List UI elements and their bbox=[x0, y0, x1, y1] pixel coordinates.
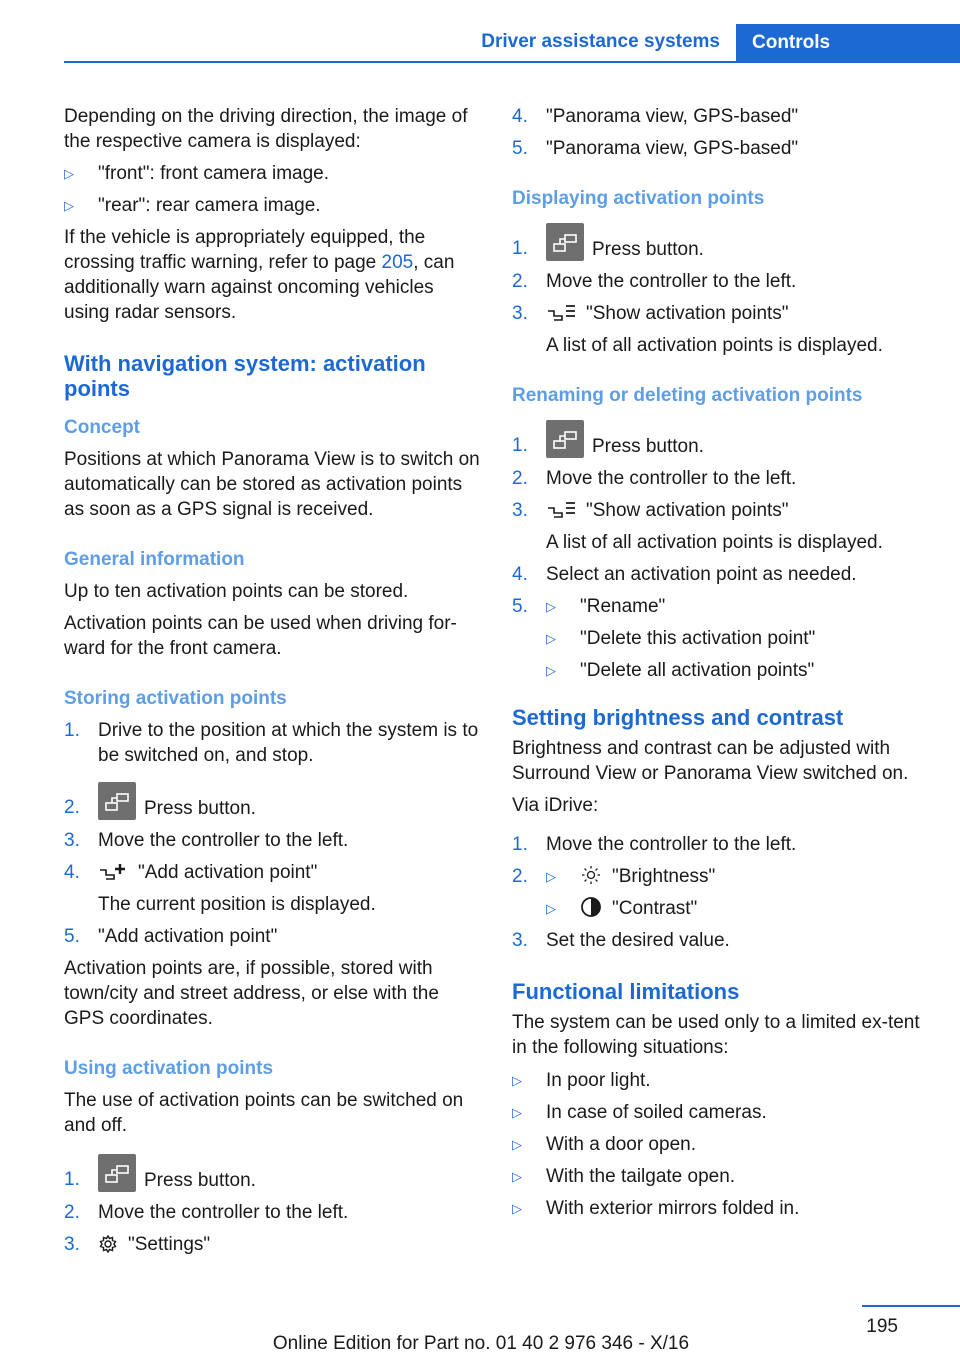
step-item bbox=[512, 466, 932, 491]
step-note: A list of all activation points is displayed. bbox=[546, 532, 883, 553]
sub-list-text: "Contrast" bbox=[612, 898, 698, 919]
step-text: "Settings" bbox=[128, 1234, 211, 1255]
step-number: 5. bbox=[64, 926, 80, 947]
heading-functional-limitations: Functional limitations bbox=[512, 979, 740, 1004]
step-item bbox=[512, 562, 932, 587]
step-item bbox=[512, 104, 932, 129]
step-number: 1. bbox=[512, 238, 528, 259]
sub-list-text: "Delete all activation points" bbox=[580, 660, 815, 681]
step-text: "Brightness" bbox=[612, 866, 716, 887]
triangle-bullet-icon: ▷ bbox=[512, 1169, 522, 1184]
list-item bbox=[64, 193, 482, 218]
step-item bbox=[512, 136, 932, 161]
heading-storing-activation-points: Storing activation points bbox=[64, 688, 287, 709]
step-item bbox=[512, 223, 932, 262]
step-number: 2. bbox=[64, 797, 80, 818]
step-number: 5. bbox=[512, 596, 528, 617]
camera-button-icon bbox=[546, 223, 584, 261]
step-number: 1. bbox=[512, 435, 528, 456]
right-column bbox=[512, 104, 932, 1228]
camera-button-icon bbox=[546, 420, 584, 458]
triangle-bullet-icon: ▷ bbox=[546, 663, 556, 678]
general-paragraph-1: Up to ten activation points can be stored. bbox=[64, 581, 409, 602]
step-text: Move the controller to the left. bbox=[98, 830, 349, 851]
step-item bbox=[64, 1200, 482, 1225]
step-number: 2. bbox=[512, 271, 528, 292]
brightness-paragraph: Brightness and contrast can be adjusted with Surround View or Panorama View switched on. bbox=[512, 738, 909, 784]
triangle-bullet-icon: ▷ bbox=[546, 599, 556, 614]
equipment-text: If the vehicle is appropriately equipped, the crossing traffic warning, refer to page bbox=[64, 227, 426, 273]
step-item bbox=[64, 782, 482, 821]
step-number: 3. bbox=[512, 500, 528, 521]
add-activation-point-icon bbox=[98, 862, 128, 882]
step-item bbox=[64, 860, 482, 885]
sub-list-item bbox=[512, 896, 932, 921]
concept-paragraph: Positions at which Panorama View is to switch on automatically can be stored as activation points as soon as a GPS signal is received. bbox=[64, 449, 480, 520]
step-text: Select an activation point as needed. bbox=[546, 564, 857, 585]
triangle-bullet-icon: ▷ bbox=[64, 198, 74, 213]
step-note: A list of all activation points is displayed. bbox=[546, 335, 883, 356]
step-item bbox=[512, 594, 932, 619]
step-item bbox=[512, 928, 932, 953]
step-text: Drive to the position at which the system is to be switched on, and stop. bbox=[98, 720, 479, 766]
step-number: 1. bbox=[512, 834, 528, 855]
step-number: 2. bbox=[64, 1202, 80, 1223]
edition-footer: Online Edition for Part no. 01 40 2 976 346 - X/16 bbox=[272, 1333, 690, 1354]
contrast-icon bbox=[580, 896, 602, 918]
step-number: 4. bbox=[64, 862, 80, 883]
step-text: "Rename" bbox=[580, 596, 666, 617]
limitations-paragraph: The system can be used only to a limited ex‐tent in the following situations: bbox=[512, 1012, 920, 1058]
header-section-title: Driver assistance systems bbox=[481, 31, 720, 52]
step-number: 3. bbox=[64, 1234, 80, 1255]
header-rule bbox=[64, 61, 960, 63]
list-item bbox=[512, 1068, 932, 1093]
step-item bbox=[512, 864, 932, 889]
step-item bbox=[512, 832, 932, 857]
activation-list-icon bbox=[546, 303, 576, 323]
via-idrive-label: Via iDrive: bbox=[512, 795, 599, 816]
list-item bbox=[512, 1164, 932, 1189]
using-paragraph: The use of activation points can be switched on and off. bbox=[64, 1090, 464, 1136]
step-text: Move the controller to the left. bbox=[98, 1202, 349, 1223]
step-number: 2. bbox=[512, 866, 528, 887]
page-number: 195 bbox=[866, 1316, 898, 1337]
heading-brightness-contrast: Setting brightness and contrast bbox=[512, 705, 844, 730]
step-text: "Add activation point" bbox=[138, 862, 318, 883]
list-item bbox=[64, 161, 482, 186]
list-item bbox=[512, 1100, 932, 1125]
step-text: "Panorama view, GPS-based" bbox=[546, 106, 799, 127]
step-item bbox=[512, 301, 932, 326]
step-text: Set the desired value. bbox=[546, 930, 730, 951]
heading-displaying-activation-points: Displaying activation points bbox=[512, 188, 765, 209]
intro-paragraph: Depending on the driving direction, the image of the respective camera is displayed: bbox=[64, 106, 468, 152]
header-chapter-tab: Controls bbox=[736, 24, 960, 61]
step-text: "Show activation points" bbox=[586, 500, 789, 521]
step-number: 3. bbox=[64, 830, 80, 851]
step-item bbox=[64, 1154, 482, 1193]
equipment-paragraph bbox=[64, 225, 482, 325]
step-item bbox=[512, 420, 932, 459]
step-text: Press button. bbox=[592, 239, 704, 260]
step-number: 3. bbox=[512, 930, 528, 951]
footer-rule bbox=[862, 1305, 960, 1307]
step-text: Move the controller to the left. bbox=[546, 468, 797, 489]
triangle-bullet-icon: ▷ bbox=[546, 631, 556, 646]
step-text: "Show activation points" bbox=[586, 303, 789, 324]
activation-list-icon bbox=[546, 500, 576, 520]
list-item bbox=[512, 1132, 932, 1157]
heading-concept: Concept bbox=[64, 417, 140, 438]
step-text: Press button. bbox=[144, 798, 256, 819]
list-item-text: "rear": rear camera image. bbox=[98, 195, 321, 216]
step-text: "Add activation point" bbox=[98, 926, 278, 947]
page-reference-link[interactable]: 205 bbox=[381, 252, 414, 273]
heading-using-activation-points: Using activation points bbox=[64, 1058, 274, 1079]
camera-button-icon bbox=[98, 1154, 136, 1192]
left-column bbox=[64, 104, 482, 1264]
step-number: 1. bbox=[64, 720, 80, 741]
step-item bbox=[64, 718, 482, 768]
step-item bbox=[512, 498, 932, 523]
step-number: 1. bbox=[64, 1169, 80, 1190]
heading-renaming-deleting: Renaming or deleting activation points bbox=[512, 385, 863, 406]
list-item-text: With a door open. bbox=[546, 1134, 696, 1155]
triangle-bullet-icon: ▷ bbox=[512, 1073, 522, 1088]
storing-after-paragraph: Activation points are, if possible, stored with town/city and street address, or else with the GPS coordinates. bbox=[64, 958, 439, 1029]
step-number: 3. bbox=[512, 303, 528, 324]
list-item-text: "front": front camera image. bbox=[98, 163, 330, 184]
gear-icon bbox=[98, 1234, 118, 1254]
triangle-bullet-icon: ▷ bbox=[64, 166, 74, 181]
step-number: 2. bbox=[512, 468, 528, 489]
sub-list-item bbox=[512, 626, 932, 651]
triangle-bullet-icon: ▷ bbox=[546, 869, 556, 884]
camera-button-icon bbox=[98, 782, 136, 820]
triangle-bullet-icon: ▷ bbox=[546, 901, 556, 916]
list-item-text: In poor light. bbox=[546, 1070, 651, 1091]
step-item bbox=[64, 924, 482, 949]
step-text: Press button. bbox=[592, 436, 704, 457]
list-item-text: With the tailgate open. bbox=[546, 1166, 736, 1187]
list-item bbox=[512, 1196, 932, 1221]
equipment-text-end: , can additionally warn against oncoming vehicles using radar sensors. bbox=[64, 252, 455, 323]
heading-general-information: General information bbox=[64, 549, 245, 570]
sub-list-text: "Delete this activation point" bbox=[580, 628, 816, 649]
step-text: "Panorama view, GPS-based" bbox=[546, 138, 799, 159]
step-item bbox=[64, 1232, 482, 1257]
step-item bbox=[512, 269, 932, 294]
heading-navigation-activation-points: With navigation system: activation points bbox=[64, 351, 426, 401]
step-item bbox=[64, 828, 482, 853]
sub-list-item bbox=[512, 658, 932, 683]
step-note: The current position is displayed. bbox=[98, 894, 376, 915]
list-item-text: In case of soiled cameras. bbox=[546, 1102, 767, 1123]
list-item-text: With exterior mirrors folded in. bbox=[546, 1198, 800, 1219]
step-number: 4. bbox=[512, 564, 528, 585]
general-paragraph-2: Activation points can be used when driving for‐ward for the front camera. bbox=[64, 613, 457, 659]
step-text: Move the controller to the left. bbox=[546, 271, 797, 292]
step-number: 4. bbox=[512, 106, 528, 127]
brightness-icon bbox=[580, 864, 602, 886]
step-number: 5. bbox=[512, 138, 528, 159]
step-text: Press button. bbox=[144, 1170, 256, 1191]
triangle-bullet-icon: ▷ bbox=[512, 1137, 522, 1152]
step-text: Move the controller to the left. bbox=[546, 834, 797, 855]
triangle-bullet-icon: ▷ bbox=[512, 1201, 522, 1216]
triangle-bullet-icon: ▷ bbox=[512, 1105, 522, 1120]
